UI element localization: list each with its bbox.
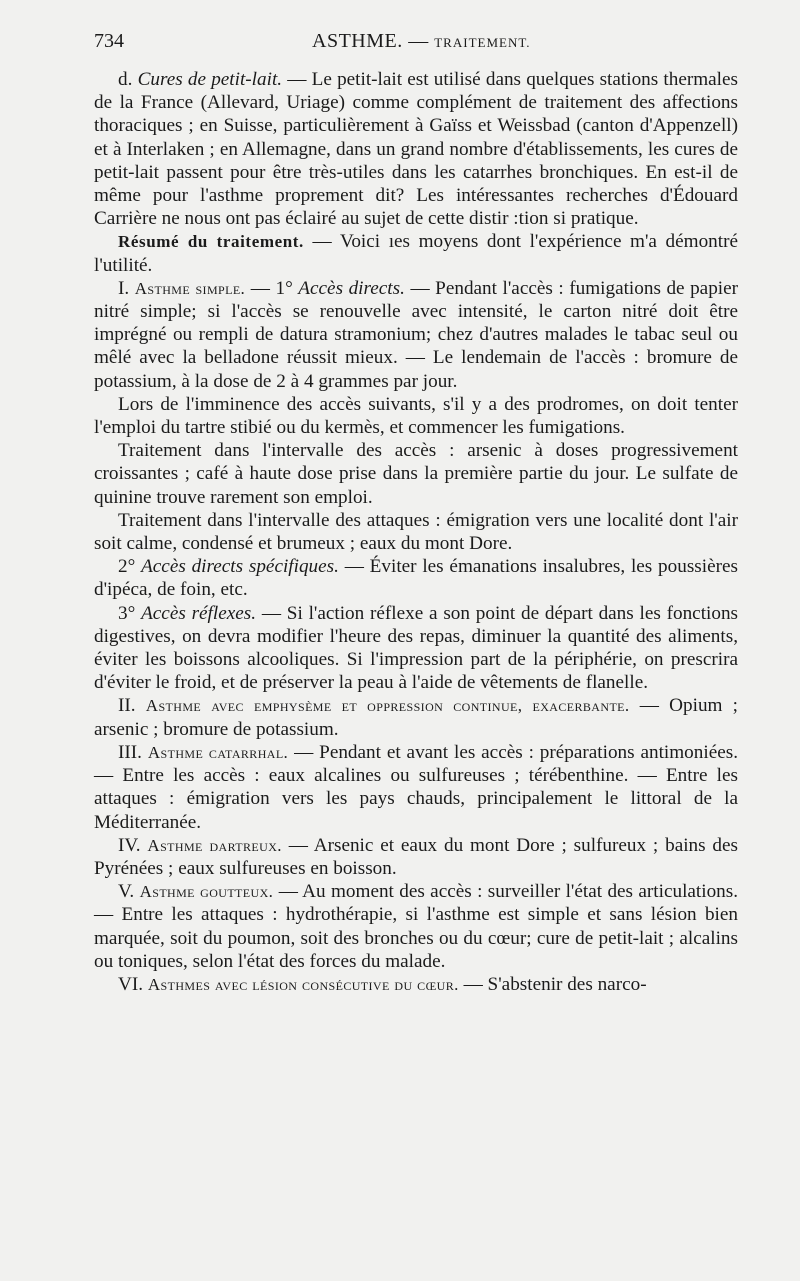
paragraph-text: — Si l'action réflexe a son point de départ dans les fonctions digestives, on devra modifier l'heure des repas, diminuer la quantité des aliments, éviter les boissons alcooliques. Si l'impression part de la périphérie, on prescrira d'éviter le froid, et de préserver la peau à l'aide de vêtements de flanelle. — [94, 602, 739, 694]
paragraph-text: — Le petit-lait est utilisé dans quelques stations thermales de la France (Allevard, Uriage) comme complément de traitement des affections thoraciques ; en Suisse, particulièrement à Gaïss et Weissbad (canton d'Appenzell) et à Interlaken ; en Allemagne, dans un grand nombre d'établissements, les cures de petit-lait passent pour être très-utiles dans les catarrhes bronchiques. En est-il de même pour l'asthme proprement dit? Les intéressantes recherches d'Édouard Carrière ne nous ont pas éclairé au sujet de cette distir :tion si pratique. — [94, 69, 738, 230]
paragraph-intervalle-attaques — [94, 509, 738, 555]
item-subtitle: Accès directs. — [298, 277, 405, 299]
paragraph-text: — Voici ıes moyens dont l'expérience m'a démontré l'utilité. — [94, 231, 738, 276]
page-number: 734 — [94, 30, 124, 52]
running-title-main: ASTHME. — [312, 30, 403, 52]
item-number: V. — [118, 881, 135, 903]
paragraph-text: — Au moment des accès : surveiller l'état des articulations. — Entre les attaques : hydrothérapie, si l'asthme est simple et sans lésion bien marquée, soit du poumon, soit des bronches ou du cœur; cure de petit-lait ; alcalins ou toniques, selon l'état des forces du malade. — [94, 881, 739, 972]
paragraph-text: — Opium ; arsenic ; bromure de potassium. — [94, 695, 739, 740]
item-heading: Asthme catarrhal. — [147, 742, 289, 762]
item-number: VI. — [118, 973, 144, 995]
paragraph-intervalle-acces — [94, 439, 738, 509]
paragraph-text: Traitement dans l'intervalle des attaques : émigration vers une localité dont l'air soit calme, condensé et brumeux ; eaux du mont Dore. — [94, 509, 738, 555]
item-subtitle: Accès directs spécifiques. — [141, 556, 339, 578]
item-subnumber: — 1° — [250, 277, 293, 299]
paragraph-asthme-simple — [94, 277, 738, 393]
running-title-sub: TRAITEMENT. — [434, 35, 531, 50]
item-number: 3° — [118, 602, 136, 624]
item-number: IV. — [118, 834, 141, 856]
paragraph-asthme-goutteux — [94, 880, 738, 973]
paragraph-acces-reflexes — [94, 602, 738, 695]
item-title: Cures de petit-lait. — [137, 69, 283, 90]
paragraph-asthmes-lesion-coeur — [94, 973, 738, 996]
paragraph-asthme-dartreux — [94, 834, 738, 880]
running-title-dash: — — [408, 30, 429, 52]
paragraph-text: — Arsenic et eaux du mont Dore ; sulfureux ; bains des Pyrénées ; eaux sulfureuses en boisson. — [94, 834, 739, 879]
paragraph-text: Lors de l'imminence des accès suivants, s'il y a des prodromes, on doit tenter l'emploi du tartre stibié ou du kermès, et commencer les fumigations. — [94, 393, 738, 439]
item-heading: Asthme simple. — [134, 278, 246, 298]
paragraph-imminence — [94, 393, 738, 439]
page-header — [94, 30, 738, 68]
body-text — [94, 68, 738, 996]
item-heading: Asthme avec emphysème et oppression continue, exacerbante. — [145, 696, 630, 716]
paragraph-acces-specifiques — [94, 555, 738, 601]
paragraph-asthme-catarrhal — [94, 741, 738, 834]
item-number: 2° — [118, 556, 136, 578]
item-number: II. — [118, 695, 136, 717]
item-heading: Asthme goutteux. — [139, 882, 274, 902]
item-number: III. — [118, 741, 142, 763]
item-heading: Asthmes avec lésion consécutive du cœur. — [147, 974, 459, 994]
item-label: d. — [118, 69, 133, 90]
paragraph-cures-petit-lait — [94, 68, 738, 230]
paragraph-resume-traitement — [94, 230, 738, 276]
running-title — [294, 30, 738, 53]
section-heading: Résumé du traitement. — [118, 232, 304, 252]
paragraph-text: — Pendant l'accès : fumigations de papier nitré simple; si l'accès se renouvelle avec intensité, le carton nitré doit être imprégné ou rempli de datura stramonium; chez d'autres malades le tabac seul ou mêlé avec la belladone réussit mieux. — Le lendemain de l'accès : bromure de potassium, à la dose de 2 à 4 grammes par jour. — [94, 277, 739, 392]
item-heading: Asthme dartreux. — [147, 835, 282, 855]
paragraph-text: — S'abstenir des narco- — [463, 973, 647, 995]
paragraph-text: Traitement dans l'intervalle des accès : arsenic à doses progressivement croissantes ; café à haute dose prise dans la première partie du jour. Le sulfate de quinine trouve rarement son emploi. — [94, 440, 738, 508]
paragraph-text: — Pendant et avant les accès : préparations antimoniées. — Entre les accès : eaux alcalines ou sulfureuses ; térébenthine. — Entre les attaques : émigration vers les pays chauds, principalement le littoral de la Méditerranée. — [94, 741, 738, 833]
paragraph-asthme-emphyseme — [94, 694, 738, 740]
item-number: I. — [118, 277, 130, 299]
item-subtitle: Accès réflexes. — [141, 602, 257, 624]
paragraph-text: — Éviter les émanations insalubres, les poussières d'ipéca, de foin, etc. — [94, 556, 738, 601]
